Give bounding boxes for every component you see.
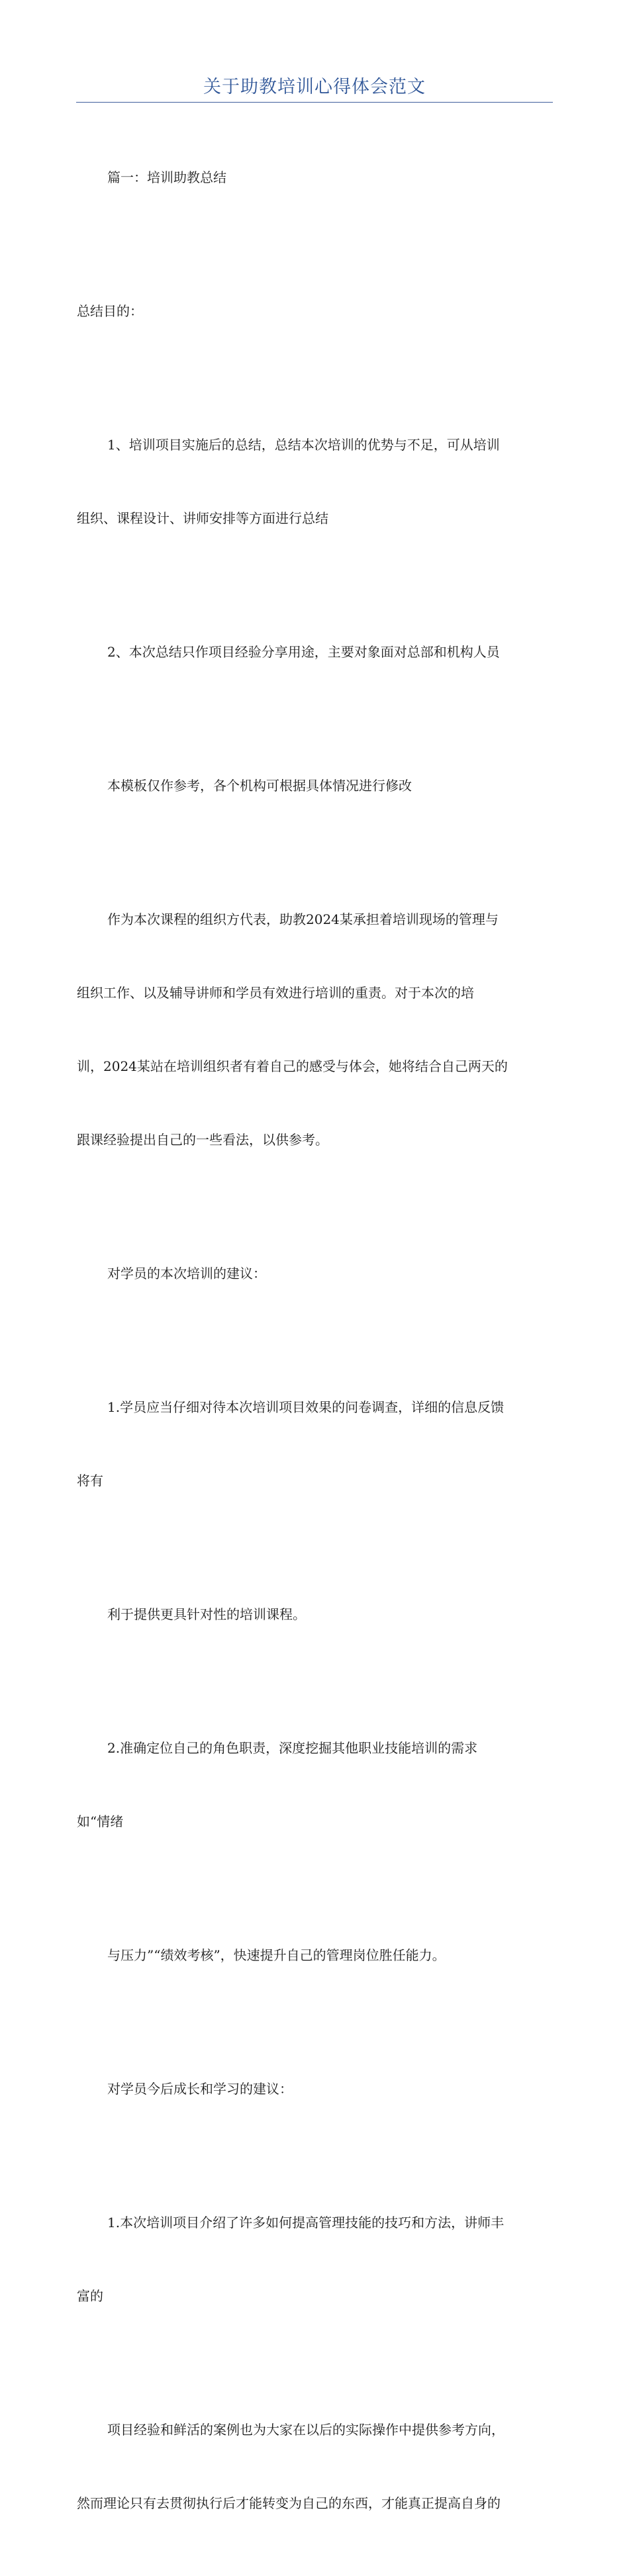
text-line: 1、培训项目实施后的总结，总结本次培训的优势与不足，可从培训 (107, 437, 500, 453)
text-line: 富的 (77, 2288, 103, 2304)
document-title: 关于助教培训心得体会范文 (203, 77, 426, 97)
text-line: 总结目的： (77, 303, 143, 319)
paragraph (77, 1346, 554, 1542)
text-line: 1.学员应当仔细对待本次培训项目效果的问卷调查，详细的信息反馈 (107, 1399, 505, 1415)
paragraph (77, 2369, 554, 2565)
paragraph (77, 858, 554, 1201)
paragraph (77, 1687, 554, 1883)
text-line: 对学员今后成长和学习的建议： (107, 2081, 293, 2097)
text-line: 篇一：培训助教总结 (107, 169, 226, 185)
text-line: 跟课经验提出自己的一些看法，以供参考。 (77, 1132, 328, 1148)
text-line: 本模板仅作参考，各个机构可根据具体情况进行修改 (107, 778, 412, 794)
text-line: 项目经验和鲜活的案例也为大家在以后的实际操作中提供参考方向， (107, 2422, 505, 2438)
text-line: 1.本次培训项目介绍了许多如何提高管理技能的技巧和方法，讲师丰 (107, 2215, 505, 2231)
text-line: 组织、课程设计、讲师安排等方面进行总结 (77, 510, 328, 526)
paragraph (77, 2028, 554, 2150)
paragraph (77, 1213, 554, 1335)
text-line: 如“情绪 (77, 1814, 124, 1829)
title-underline (76, 102, 553, 103)
paragraph (77, 725, 554, 847)
paragraph (77, 250, 554, 373)
text-line: 利于提供更具针对性的培训课程。 (107, 1606, 306, 1622)
paragraph (77, 1553, 554, 1676)
text-line: 然而理论只有去贯彻执行后才能转变为自己的东西，才能真正提高自身的 (77, 2495, 501, 2511)
text-line: 与压力”“绩效考核”，快速提升自己的管理岗位胜任能力。 (107, 1947, 446, 1963)
text-line: 对学员的本次培训的建议： (107, 1265, 266, 1281)
text-line: 组织工作、以及辅导讲师和学员有效进行培训的重责。对于本次的培 (77, 985, 474, 1001)
text-line: 训，2024某站在培训组织者有着自己的感受与体会，她将结合自己两天的 (77, 1058, 508, 1074)
paragraph (77, 116, 554, 239)
paragraph (77, 1894, 554, 2017)
paragraph (77, 2162, 554, 2358)
paragraph (77, 384, 554, 580)
document-body (77, 116, 554, 2576)
text-line: 作为本次课程的组织方代表，助教2024某承担着培训现场的管理与 (107, 911, 499, 927)
text-line: 将有 (77, 1473, 103, 1489)
paragraph (77, 591, 554, 713)
text-line: 2.准确定位自己的角色职责，深度挖掘其他职业技能培训的需求 (107, 1740, 478, 1756)
text-line: 2、本次总结只作项目经验分享用途，主要对象面对总部和机构人员 (107, 644, 500, 660)
